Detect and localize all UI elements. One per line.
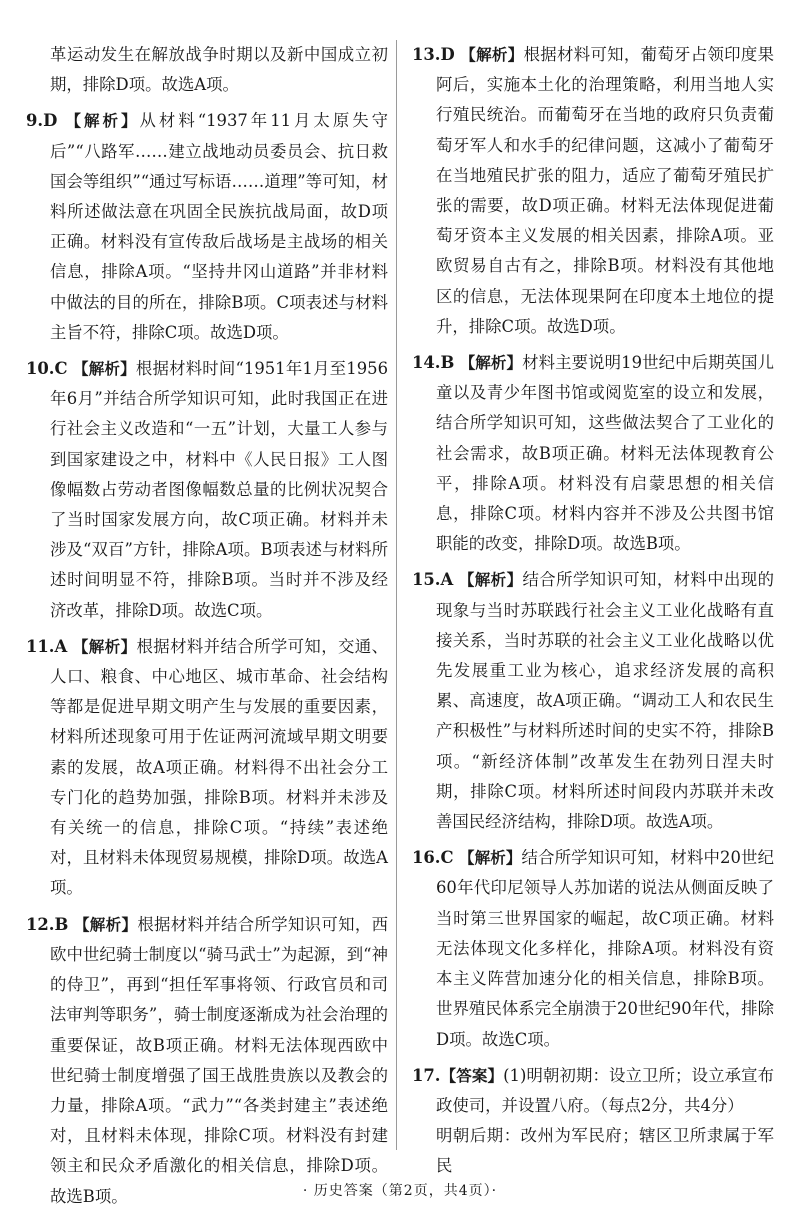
answer-item-9 [26, 106, 388, 348]
item-text: 结合所学知识可知，材料中出现的现象与当时苏联践行社会主义工业化战略有直接关系，当时苏联的社会主义工业化战略以优先发展重工业为核心，追求经济发展的高积累、高速度，故A项正确。“调动工人和农民生产积极性”与材料所述时间的史实不符，排除B项。“新经济体制”改革发生在勃列日涅夫时期，排除C项。材料所述时间段内苏联并未改善国民经济结构，排除D项。故选A项。 [436, 570, 774, 832]
answer-tag: 【答案】 [440, 1066, 504, 1085]
item-number: 16.C [412, 848, 454, 868]
continuation-text: 革运动发生在解放战争时期以及新中国成立初期，排除D项。故选A项。 [50, 45, 388, 95]
item-number: 10.C [26, 359, 68, 379]
item-extra-line: 明朝后期：改州为军民府；辖区卫所隶属于军民 [436, 1126, 774, 1176]
left-column [26, 40, 388, 1218]
column-divider [396, 40, 397, 1150]
answer-item-13 [412, 40, 774, 342]
item-text: 根据材料并结合所学知识可知，西欧中世纪骑士制度以“骑马武士”为起源，到“神的侍卫”，再到“担任军事将领、行政官员和司法审判等职务”，骑士制度逐渐成为社会治理的重要保证，故B项正确。材料无法体现西欧中世纪骑士制度增强了国王战胜贵族以及教会的力量，排除A项。“武力”“各类封建主”表述绝对，且材料未体现，排除C项。材料没有封建领主和民众矛盾激化的相关信息，排除D项。故选B项。 [50, 914, 388, 1206]
answer-item-16 [412, 843, 774, 1054]
item-number: 13.D [412, 45, 455, 64]
analysis-tag: 【解析】 [73, 360, 136, 379]
item-number: 9.D [26, 111, 58, 131]
item-text: 根据材料并结合所学可知，交通、人口、粮食、中心地区、城市革命、社会结构等都是促进早期文明产生与发展的重要因素，材料所述现象可用于佐证两河流域早期文明要素的发展，故A项正确。材料得不出社会分工专门化的趋势加强，排除B项。材料并未涉及有关统一的信息，排除C项。“持续”表述绝对，且材料未体现贸易规模，排除D项。故选A项。 [50, 636, 388, 898]
page-footer: · 历史答案（第2页，共4页）· [302, 1183, 498, 1199]
item-number: 11.A [26, 636, 68, 656]
answer-item-12 [26, 910, 388, 1212]
answer-item-17 [412, 1061, 774, 1182]
answer-item-10 [26, 354, 388, 626]
item-number: 17. [412, 1065, 441, 1085]
right-column [412, 40, 774, 1188]
analysis-tag: 【解析】 [459, 354, 523, 373]
item-number: 12.B [26, 914, 69, 934]
item-text: 根据材料时间“1951年1月至1956年6月”并结合所学知识可知，此时我国正在进行社会主义改造和“一五”计划，大量工人参与到国家建设之中，材料中《人民日报》工人图像幅数占劳动者图像幅数总量的比例状况契合了当时国家发展方向，故C项正确。材料并未涉及“双百”方针，排除A项。B项表述与材料所述时间明显不符，排除B项。当时并不涉及经济改革，排除D项。故选C项。 [50, 359, 388, 620]
analysis-tag: 【解析】 [460, 46, 524, 64]
item-number: 14.B [412, 353, 455, 373]
item-text: 从材料“1937年11月太原失守后”“八路军……建立战地动员委员会、抗日救国会等组织”“通过写标语……道理”等可知，材料所述做法意在巩固全民族抗战局面，故D项正确。材料没有宣传敌后战场是主战场的相关信息，排除A项。“坚持井冈山道路”并非材料中做法的目的所在，排除B项。C项表述与材料主旨不符，排除C项。故选D项。 [50, 111, 388, 342]
analysis-tag: 【解析】 [458, 849, 522, 868]
item-text: (1)明朝初期：设立卫所；设立承宣布政使司，并设置八府。（每点2分，共4分） [436, 1065, 774, 1115]
analysis-tag: 【解析】 [458, 571, 523, 590]
analysis-tag: 【解析】 [73, 915, 138, 934]
answer-item-11 [26, 632, 388, 904]
analysis-tag: 【解析】 [72, 637, 137, 656]
analysis-tag: 【解析】 [65, 112, 140, 131]
item-text: 材料主要说明19世纪中后期英国儿童以及青少年图书馆或阅览室的设立和发展，结合所学知识可知，这些做法契合了工业化的社会需求，故B项正确。材料无法体现教育公平，排除A项。材料没有启蒙思想的相关信息，排除C项。材料内容并不涉及公共图书馆职能的改变，排除D项。故选B项。 [436, 353, 774, 554]
item-text: 根据材料可知，葡萄牙占领印度果阿后，实施本土化的治理策略，利用当地人实行殖民统治。而葡萄牙在当地的政府只负责葡萄牙军人和水手的纪律问题，这减小了葡萄牙在当地殖民扩张的阻力，适应了葡萄牙殖民扩张的需要，故D项正确。材料无法体现促进葡萄牙资本主义发展的相关因素，排除A项。亚欧贸易自古有之，排除B项。材料没有其他地区的信息，无法体现果阿在印度本土地位的提升，排除C项。故选D项。 [436, 45, 774, 336]
item-text: 结合所学知识可知，材料中20世纪60年代印尼领导人苏加诺的说法从侧面反映了当时第三世界国家的崛起，故C项正确。材料无法体现文化多样化，排除A项。材料没有资本主义阵营加速分化的相关信息，排除B项。世界殖民体系完全崩溃于20世纪90年代，排除D项。故选C项。 [436, 848, 774, 1049]
item-number: 15.A [412, 570, 454, 590]
answer-item-15 [412, 565, 774, 837]
answer-item-14 [412, 348, 774, 559]
